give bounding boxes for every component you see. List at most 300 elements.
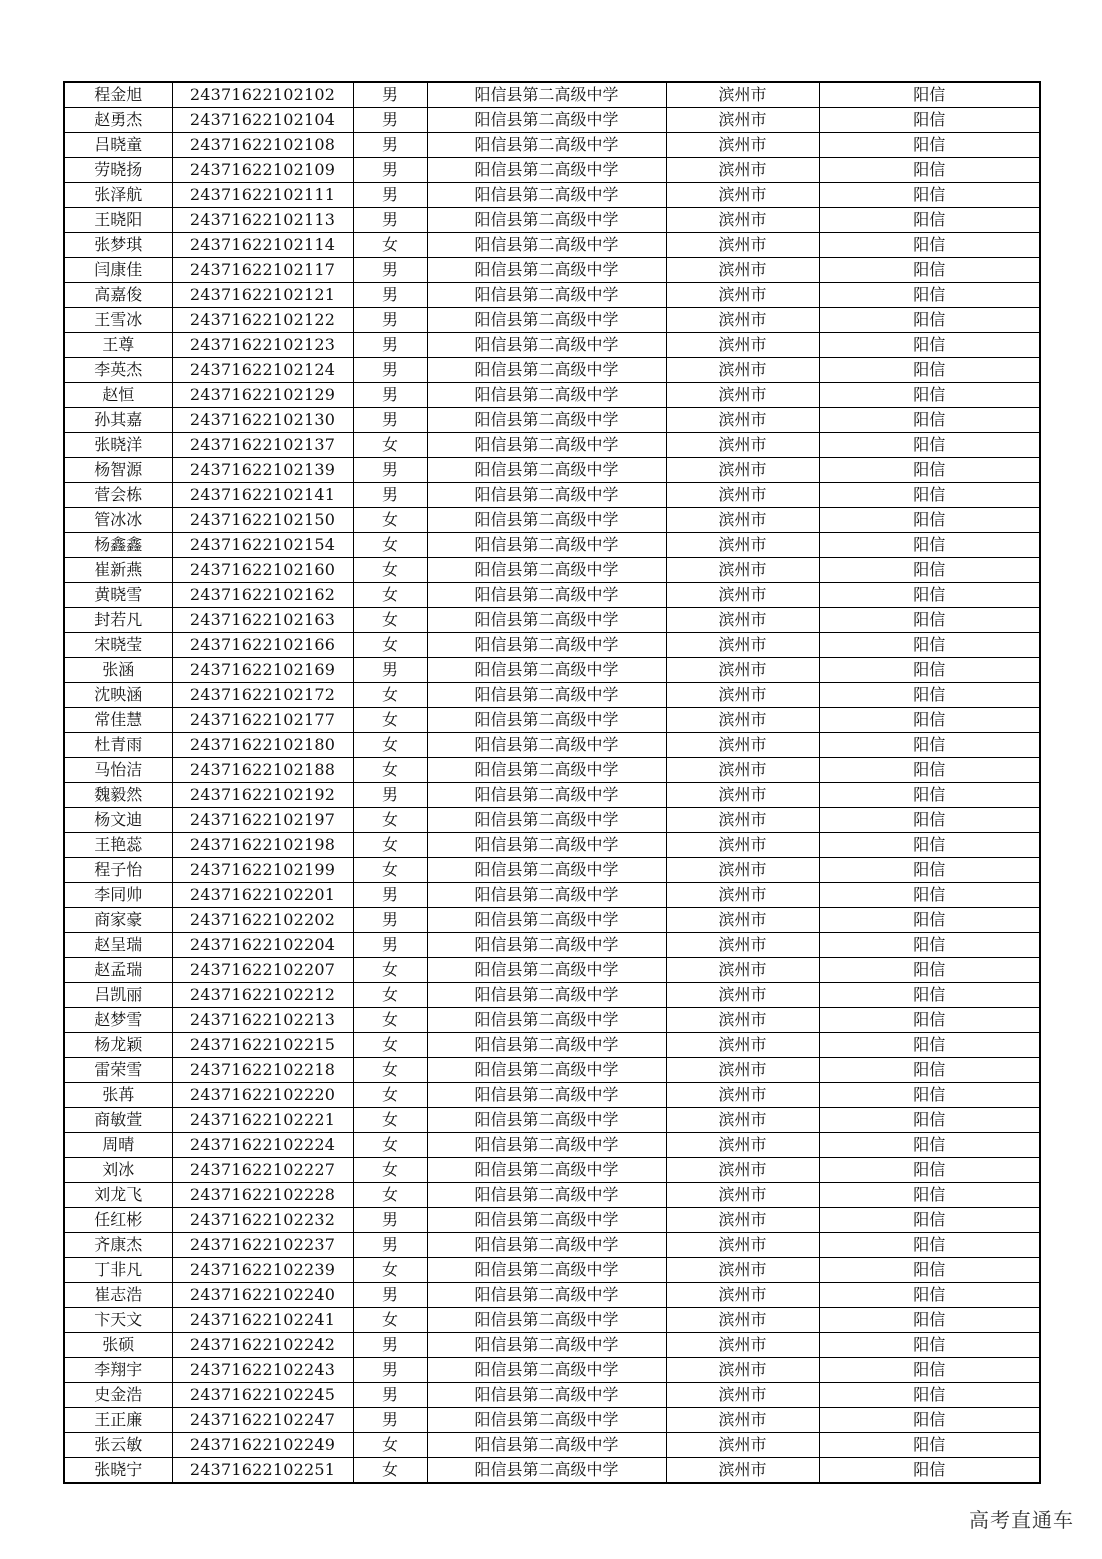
city-cell: 滨州市 xyxy=(666,483,819,508)
exam-id-cell: 24371622102251 xyxy=(172,1458,353,1484)
city-cell: 滨州市 xyxy=(666,658,819,683)
table-row xyxy=(64,883,1040,908)
exam-id-cell: 24371622102141 xyxy=(172,483,353,508)
name-cell: 黄晓雪 xyxy=(64,583,172,608)
gender-cell: 女 xyxy=(353,733,427,758)
exam-id-cell: 24371622102102 xyxy=(172,82,353,108)
table-row xyxy=(64,808,1040,833)
school-cell: 阳信县第二高级中学 xyxy=(427,183,666,208)
name-cell: 闫康佳 xyxy=(64,258,172,283)
gender-cell: 男 xyxy=(353,358,427,383)
city-cell: 滨州市 xyxy=(666,758,819,783)
city-cell: 滨州市 xyxy=(666,833,819,858)
school-cell: 阳信县第二高级中学 xyxy=(427,908,666,933)
exam-id-cell: 24371622102192 xyxy=(172,783,353,808)
exam-id-cell: 24371622102198 xyxy=(172,833,353,858)
name-cell: 杨文迪 xyxy=(64,808,172,833)
name-cell: 赵孟瑞 xyxy=(64,958,172,983)
county-cell: 阳信 xyxy=(819,783,1040,808)
school-cell: 阳信县第二高级中学 xyxy=(427,808,666,833)
exam-id-cell: 24371622102117 xyxy=(172,258,353,283)
table-row xyxy=(64,1333,1040,1358)
school-cell: 阳信县第二高级中学 xyxy=(427,308,666,333)
school-cell: 阳信县第二高级中学 xyxy=(427,1358,666,1383)
name-cell: 商敏萱 xyxy=(64,1108,172,1133)
table-row xyxy=(64,333,1040,358)
city-cell: 滨州市 xyxy=(666,858,819,883)
county-cell: 阳信 xyxy=(819,233,1040,258)
gender-cell: 男 xyxy=(353,1233,427,1258)
city-cell: 滨州市 xyxy=(666,1183,819,1208)
watermark-text: 高考直通车 xyxy=(969,1508,1074,1532)
city-cell: 滨州市 xyxy=(666,258,819,283)
county-cell: 阳信 xyxy=(819,1008,1040,1033)
school-cell: 阳信县第二高级中学 xyxy=(427,1183,666,1208)
gender-cell: 女 xyxy=(353,1308,427,1333)
gender-cell: 女 xyxy=(353,1458,427,1484)
city-cell: 滨州市 xyxy=(666,208,819,233)
name-cell: 赵梦雪 xyxy=(64,1008,172,1033)
name-cell: 吕凯丽 xyxy=(64,983,172,1008)
exam-id-cell: 24371622102240 xyxy=(172,1283,353,1308)
exam-id-cell: 24371622102249 xyxy=(172,1433,353,1458)
exam-id-cell: 24371622102218 xyxy=(172,1058,353,1083)
city-cell: 滨州市 xyxy=(666,1283,819,1308)
county-cell: 阳信 xyxy=(819,1433,1040,1458)
name-cell: 杨龙颖 xyxy=(64,1033,172,1058)
school-cell: 阳信县第二高级中学 xyxy=(427,1008,666,1033)
city-cell: 滨州市 xyxy=(666,633,819,658)
exam-id-cell: 24371622102109 xyxy=(172,158,353,183)
school-cell: 阳信县第二高级中学 xyxy=(427,633,666,658)
county-cell: 阳信 xyxy=(819,358,1040,383)
name-cell: 丁非凡 xyxy=(64,1258,172,1283)
gender-cell: 男 xyxy=(353,158,427,183)
county-cell: 阳信 xyxy=(819,458,1040,483)
name-cell: 封若凡 xyxy=(64,608,172,633)
school-cell: 阳信县第二高级中学 xyxy=(427,883,666,908)
table-row xyxy=(64,983,1040,1008)
table-row xyxy=(64,1133,1040,1158)
county-cell: 阳信 xyxy=(819,1283,1040,1308)
city-cell: 滨州市 xyxy=(666,883,819,908)
table-row xyxy=(64,1358,1040,1383)
school-cell: 阳信县第二高级中学 xyxy=(427,158,666,183)
name-cell: 杨智源 xyxy=(64,458,172,483)
exam-id-cell: 24371622102215 xyxy=(172,1033,353,1058)
exam-id-cell: 24371622102172 xyxy=(172,683,353,708)
exam-id-cell: 24371622102129 xyxy=(172,383,353,408)
exam-id-cell: 24371622102150 xyxy=(172,508,353,533)
table-row xyxy=(64,858,1040,883)
gender-cell: 男 xyxy=(353,1358,427,1383)
county-cell: 阳信 xyxy=(819,1458,1040,1484)
table-row xyxy=(64,533,1040,558)
city-cell: 滨州市 xyxy=(666,1333,819,1358)
school-cell: 阳信县第二高级中学 xyxy=(427,558,666,583)
school-cell: 阳信县第二高级中学 xyxy=(427,483,666,508)
school-cell: 阳信县第二高级中学 xyxy=(427,858,666,883)
school-cell: 阳信县第二高级中学 xyxy=(427,1083,666,1108)
exam-id-cell: 24371622102227 xyxy=(172,1158,353,1183)
city-cell: 滨州市 xyxy=(666,158,819,183)
city-cell: 滨州市 xyxy=(666,1233,819,1258)
gender-cell: 男 xyxy=(353,108,427,133)
name-cell: 宋晓莹 xyxy=(64,633,172,658)
city-cell: 滨州市 xyxy=(666,1158,819,1183)
table-row xyxy=(64,383,1040,408)
county-cell: 阳信 xyxy=(819,558,1040,583)
gender-cell: 女 xyxy=(353,858,427,883)
school-cell: 阳信县第二高级中学 xyxy=(427,508,666,533)
exam-id-cell: 24371622102239 xyxy=(172,1258,353,1283)
city-cell: 滨州市 xyxy=(666,533,819,558)
table-row xyxy=(64,1408,1040,1433)
name-cell: 刘冰 xyxy=(64,1158,172,1183)
gender-cell: 女 xyxy=(353,708,427,733)
table-row xyxy=(64,458,1040,483)
exam-id-cell: 24371622102139 xyxy=(172,458,353,483)
exam-id-cell: 24371622102124 xyxy=(172,358,353,383)
name-cell: 劳晓扬 xyxy=(64,158,172,183)
exam-id-cell: 24371622102111 xyxy=(172,183,353,208)
table-row xyxy=(64,283,1040,308)
gender-cell: 男 xyxy=(353,208,427,233)
school-cell: 阳信县第二高级中学 xyxy=(427,608,666,633)
school-cell: 阳信县第二高级中学 xyxy=(427,208,666,233)
city-cell: 滨州市 xyxy=(666,1308,819,1333)
name-cell: 王雪冰 xyxy=(64,308,172,333)
gender-cell: 男 xyxy=(353,933,427,958)
exam-id-cell: 24371622102247 xyxy=(172,1408,353,1433)
table-row xyxy=(64,208,1040,233)
table-row xyxy=(64,758,1040,783)
gender-cell: 男 xyxy=(353,483,427,508)
exam-id-cell: 24371622102154 xyxy=(172,533,353,558)
school-cell: 阳信县第二高级中学 xyxy=(427,733,666,758)
city-cell: 滨州市 xyxy=(666,233,819,258)
county-cell: 阳信 xyxy=(819,883,1040,908)
school-cell: 阳信县第二高级中学 xyxy=(427,108,666,133)
table-row xyxy=(64,1183,1040,1208)
gender-cell: 男 xyxy=(353,258,427,283)
gender-cell: 女 xyxy=(353,1183,427,1208)
school-cell: 阳信县第二高级中学 xyxy=(427,133,666,158)
school-cell: 阳信县第二高级中学 xyxy=(427,283,666,308)
name-cell: 杜青雨 xyxy=(64,733,172,758)
table-row xyxy=(64,308,1040,333)
roster-table xyxy=(63,81,1041,1484)
table-row xyxy=(64,358,1040,383)
gender-cell: 男 xyxy=(353,333,427,358)
table-row xyxy=(64,1108,1040,1133)
gender-cell: 男 xyxy=(353,1283,427,1308)
name-cell: 商家豪 xyxy=(64,908,172,933)
exam-id-cell: 24371622102228 xyxy=(172,1183,353,1208)
city-cell: 滨州市 xyxy=(666,458,819,483)
school-cell: 阳信县第二高级中学 xyxy=(427,533,666,558)
gender-cell: 女 xyxy=(353,1083,427,1108)
exam-id-cell: 24371622102212 xyxy=(172,983,353,1008)
city-cell: 滨州市 xyxy=(666,608,819,633)
gender-cell: 女 xyxy=(353,808,427,833)
table-row xyxy=(64,908,1040,933)
exam-id-cell: 24371622102122 xyxy=(172,308,353,333)
school-cell: 阳信县第二高级中学 xyxy=(427,1308,666,1333)
table-row xyxy=(64,558,1040,583)
name-cell: 张云敏 xyxy=(64,1433,172,1458)
gender-cell: 女 xyxy=(353,1433,427,1458)
name-cell: 菅会栋 xyxy=(64,483,172,508)
gender-cell: 男 xyxy=(353,283,427,308)
city-cell: 滨州市 xyxy=(666,783,819,808)
school-cell: 阳信县第二高级中学 xyxy=(427,433,666,458)
county-cell: 阳信 xyxy=(819,683,1040,708)
gender-cell: 女 xyxy=(353,983,427,1008)
gender-cell: 女 xyxy=(353,633,427,658)
county-cell: 阳信 xyxy=(819,1133,1040,1158)
gender-cell: 女 xyxy=(353,433,427,458)
name-cell: 高嘉俊 xyxy=(64,283,172,308)
exam-id-cell: 24371622102199 xyxy=(172,858,353,883)
name-cell: 李同帅 xyxy=(64,883,172,908)
county-cell: 阳信 xyxy=(819,1033,1040,1058)
county-cell: 阳信 xyxy=(819,608,1040,633)
county-cell: 阳信 xyxy=(819,658,1040,683)
city-cell: 滨州市 xyxy=(666,733,819,758)
name-cell: 李英杰 xyxy=(64,358,172,383)
name-cell: 周晴 xyxy=(64,1133,172,1158)
exam-id-cell: 24371622102241 xyxy=(172,1308,353,1333)
county-cell: 阳信 xyxy=(819,1183,1040,1208)
county-cell: 阳信 xyxy=(819,82,1040,108)
table-row xyxy=(64,1308,1040,1333)
city-cell: 滨州市 xyxy=(666,1058,819,1083)
gender-cell: 女 xyxy=(353,958,427,983)
gender-cell: 女 xyxy=(353,608,427,633)
city-cell: 滨州市 xyxy=(666,183,819,208)
school-cell: 阳信县第二高级中学 xyxy=(427,958,666,983)
name-cell: 王艳蕊 xyxy=(64,833,172,858)
county-cell: 阳信 xyxy=(819,1208,1040,1233)
gender-cell: 女 xyxy=(353,508,427,533)
school-cell: 阳信县第二高级中学 xyxy=(427,1458,666,1484)
county-cell: 阳信 xyxy=(819,708,1040,733)
exam-id-cell: 24371622102237 xyxy=(172,1233,353,1258)
table-row xyxy=(64,633,1040,658)
city-cell: 滨州市 xyxy=(666,1383,819,1408)
exam-id-cell: 24371622102180 xyxy=(172,733,353,758)
county-cell: 阳信 xyxy=(819,408,1040,433)
gender-cell: 男 xyxy=(353,783,427,808)
school-cell: 阳信县第二高级中学 xyxy=(427,408,666,433)
table-row xyxy=(64,258,1040,283)
county-cell: 阳信 xyxy=(819,1108,1040,1133)
city-cell: 滨州市 xyxy=(666,1033,819,1058)
school-cell: 阳信县第二高级中学 xyxy=(427,983,666,1008)
exam-id-cell: 24371622102213 xyxy=(172,1008,353,1033)
city-cell: 滨州市 xyxy=(666,683,819,708)
city-cell: 滨州市 xyxy=(666,908,819,933)
table-row xyxy=(64,82,1040,108)
school-cell: 阳信县第二高级中学 xyxy=(427,1233,666,1258)
table-row xyxy=(64,1158,1040,1183)
gender-cell: 女 xyxy=(353,683,427,708)
table-row xyxy=(64,508,1040,533)
exam-id-cell: 24371622102163 xyxy=(172,608,353,633)
county-cell: 阳信 xyxy=(819,1083,1040,1108)
table-row xyxy=(64,158,1040,183)
table-row xyxy=(64,1233,1040,1258)
gender-cell: 女 xyxy=(353,1133,427,1158)
table-row xyxy=(64,483,1040,508)
school-cell: 阳信县第二高级中学 xyxy=(427,1058,666,1083)
name-cell: 张梦琪 xyxy=(64,233,172,258)
name-cell: 李翔宇 xyxy=(64,1358,172,1383)
school-cell: 阳信县第二高级中学 xyxy=(427,1433,666,1458)
school-cell: 阳信县第二高级中学 xyxy=(427,783,666,808)
gender-cell: 女 xyxy=(353,558,427,583)
school-cell: 阳信县第二高级中学 xyxy=(427,658,666,683)
county-cell: 阳信 xyxy=(819,283,1040,308)
gender-cell: 女 xyxy=(353,233,427,258)
exam-id-cell: 24371622102166 xyxy=(172,633,353,658)
school-cell: 阳信县第二高级中学 xyxy=(427,1033,666,1058)
county-cell: 阳信 xyxy=(819,908,1040,933)
name-cell: 沈映涵 xyxy=(64,683,172,708)
name-cell: 常佳慧 xyxy=(64,708,172,733)
city-cell: 滨州市 xyxy=(666,1083,819,1108)
table-row xyxy=(64,933,1040,958)
table-row xyxy=(64,1083,1040,1108)
roster-body xyxy=(64,82,1040,1483)
county-cell: 阳信 xyxy=(819,1233,1040,1258)
name-cell: 史金浩 xyxy=(64,1383,172,1408)
name-cell: 程金旭 xyxy=(64,82,172,108)
name-cell: 赵恒 xyxy=(64,383,172,408)
exam-id-cell: 24371622102114 xyxy=(172,233,353,258)
name-cell: 王尊 xyxy=(64,333,172,358)
name-cell: 张苒 xyxy=(64,1083,172,1108)
name-cell: 刘龙飞 xyxy=(64,1183,172,1208)
city-cell: 滨州市 xyxy=(666,433,819,458)
gender-cell: 男 xyxy=(353,908,427,933)
gender-cell: 男 xyxy=(353,658,427,683)
city-cell: 滨州市 xyxy=(666,1358,819,1383)
name-cell: 张晓洋 xyxy=(64,433,172,458)
name-cell: 赵呈瑞 xyxy=(64,933,172,958)
county-cell: 阳信 xyxy=(819,633,1040,658)
table-row xyxy=(64,1008,1040,1033)
exam-id-cell: 24371622102221 xyxy=(172,1108,353,1133)
exam-id-cell: 24371622102188 xyxy=(172,758,353,783)
gender-cell: 女 xyxy=(353,833,427,858)
exam-id-cell: 24371622102197 xyxy=(172,808,353,833)
name-cell: 雷荣雪 xyxy=(64,1058,172,1083)
school-cell: 阳信县第二高级中学 xyxy=(427,333,666,358)
county-cell: 阳信 xyxy=(819,108,1040,133)
city-cell: 滨州市 xyxy=(666,958,819,983)
name-cell: 张泽航 xyxy=(64,183,172,208)
exam-id-cell: 24371622102113 xyxy=(172,208,353,233)
gender-cell: 女 xyxy=(353,1033,427,1058)
school-cell: 阳信县第二高级中学 xyxy=(427,1158,666,1183)
city-cell: 滨州市 xyxy=(666,808,819,833)
county-cell: 阳信 xyxy=(819,1158,1040,1183)
county-cell: 阳信 xyxy=(819,733,1040,758)
exam-id-cell: 24371622102162 xyxy=(172,583,353,608)
city-cell: 滨州市 xyxy=(666,1208,819,1233)
county-cell: 阳信 xyxy=(819,158,1040,183)
gender-cell: 女 xyxy=(353,1008,427,1033)
name-cell: 王正廉 xyxy=(64,1408,172,1433)
county-cell: 阳信 xyxy=(819,533,1040,558)
name-cell: 马怡洁 xyxy=(64,758,172,783)
county-cell: 阳信 xyxy=(819,858,1040,883)
name-cell: 管冰冰 xyxy=(64,508,172,533)
gender-cell: 男 xyxy=(353,458,427,483)
name-cell: 崔新燕 xyxy=(64,558,172,583)
table-row xyxy=(64,1433,1040,1458)
exam-id-cell: 24371622102130 xyxy=(172,408,353,433)
school-cell: 阳信县第二高级中学 xyxy=(427,1208,666,1233)
county-cell: 阳信 xyxy=(819,983,1040,1008)
county-cell: 阳信 xyxy=(819,383,1040,408)
table-row xyxy=(64,683,1040,708)
exam-id-cell: 24371622102232 xyxy=(172,1208,353,1233)
county-cell: 阳信 xyxy=(819,133,1040,158)
table-row xyxy=(64,408,1040,433)
table-row xyxy=(64,433,1040,458)
city-cell: 滨州市 xyxy=(666,983,819,1008)
school-cell: 阳信县第二高级中学 xyxy=(427,683,666,708)
city-cell: 滨州市 xyxy=(666,308,819,333)
county-cell: 阳信 xyxy=(819,433,1040,458)
county-cell: 阳信 xyxy=(819,508,1040,533)
gender-cell: 男 xyxy=(353,308,427,333)
city-cell: 滨州市 xyxy=(666,383,819,408)
school-cell: 阳信县第二高级中学 xyxy=(427,233,666,258)
school-cell: 阳信县第二高级中学 xyxy=(427,82,666,108)
exam-id-cell: 24371622102224 xyxy=(172,1133,353,1158)
city-cell: 滨州市 xyxy=(666,1433,819,1458)
county-cell: 阳信 xyxy=(819,483,1040,508)
county-cell: 阳信 xyxy=(819,958,1040,983)
name-cell: 卞天文 xyxy=(64,1308,172,1333)
city-cell: 滨州市 xyxy=(666,708,819,733)
gender-cell: 女 xyxy=(353,758,427,783)
table-row xyxy=(64,183,1040,208)
gender-cell: 女 xyxy=(353,583,427,608)
table-row xyxy=(64,133,1040,158)
exam-id-cell: 24371622102243 xyxy=(172,1358,353,1383)
exam-id-cell: 24371622102201 xyxy=(172,883,353,908)
table-row xyxy=(64,1058,1040,1083)
city-cell: 滨州市 xyxy=(666,1258,819,1283)
table-row xyxy=(64,658,1040,683)
school-cell: 阳信县第二高级中学 xyxy=(427,1333,666,1358)
table-row xyxy=(64,708,1040,733)
exam-id-cell: 24371622102123 xyxy=(172,333,353,358)
county-cell: 阳信 xyxy=(819,333,1040,358)
city-cell: 滨州市 xyxy=(666,133,819,158)
gender-cell: 男 xyxy=(353,133,427,158)
exam-id-cell: 24371622102245 xyxy=(172,1383,353,1408)
county-cell: 阳信 xyxy=(819,808,1040,833)
city-cell: 滨州市 xyxy=(666,558,819,583)
exam-id-cell: 24371622102177 xyxy=(172,708,353,733)
school-cell: 阳信县第二高级中学 xyxy=(427,383,666,408)
